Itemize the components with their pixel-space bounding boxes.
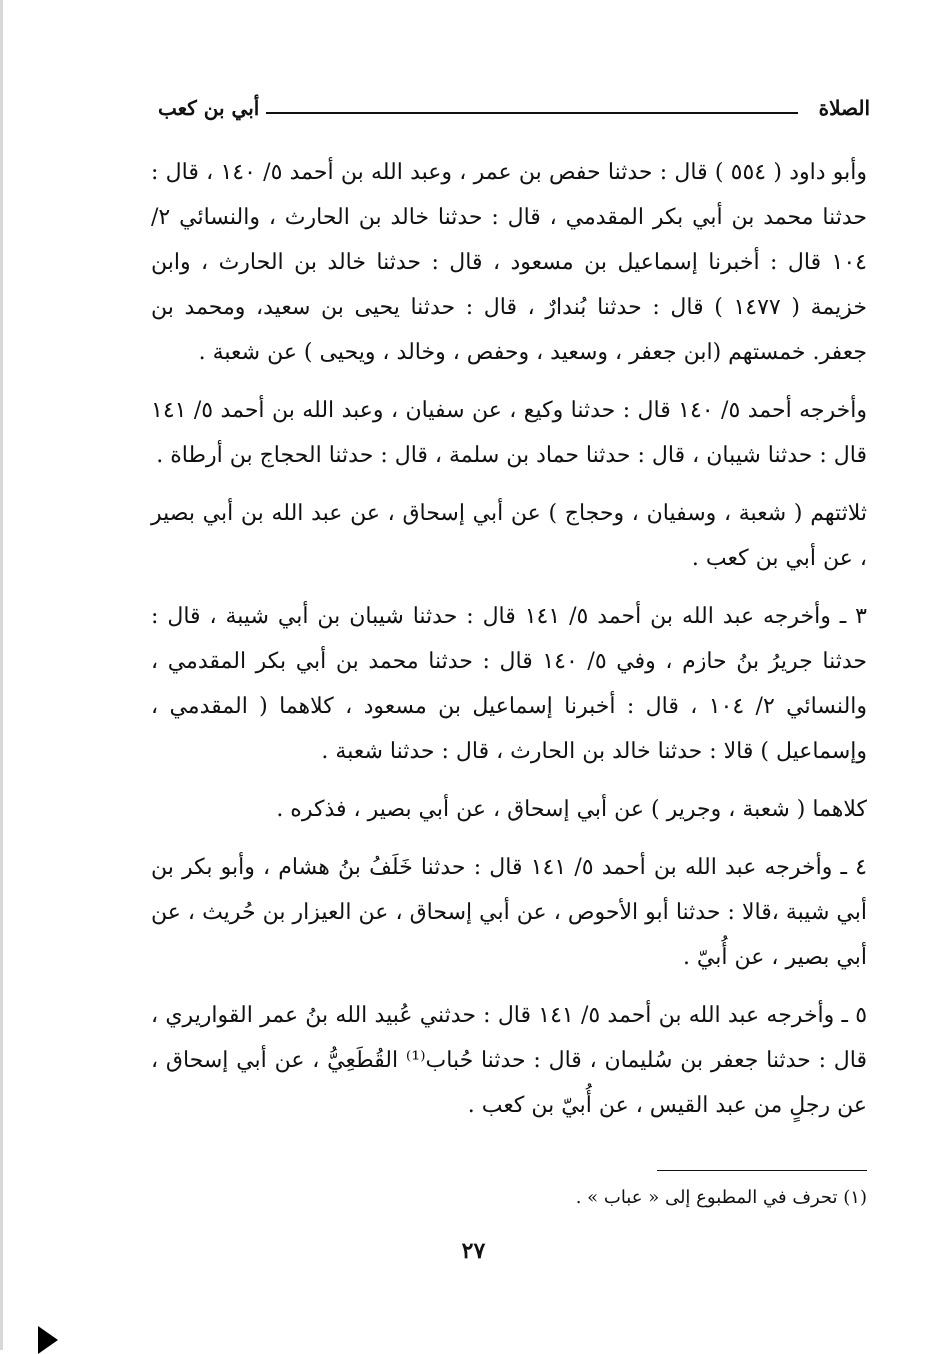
paragraph: وأخرجه أحمد ٥/ ١٤٠ قال : حدثنا وكيع ، عن سفيان ، وعبد الله بن أحمد ٥/ ١٤١ قال : حدثنا شيبان ، قال : حدثنا حماد بن سلمة ، قال : حدثنا الحجاج بن أرطاة . — [151, 398, 867, 468]
paragraph: ٥ ـ وأخرجه عبد الله بن أحمد ٥/ ١٤١ قال : حدثني عُبيد الله بنُ عمر القواريري ، قال : حدثنا جعفر بن سُليمان ، قال : حدثنا حُباب⁽¹⁾ القُطَعِيُّ ، عن أبي إسحاق ، عن رجلٍ من عبد القيس ، عن أُبيّ بن كعب . — [151, 1003, 868, 1118]
header-rule — [266, 112, 798, 114]
paragraph: وأبو داود ( ٥٥٤ ) قال : حدثنا حفص بن عمر ، وعبد الله بن أحمد ٥/ ١٤٠ ، قال : حدثنا محمد بن أبي بكر المقدمي ، قال : حدثنا خالد بن الحارث ، والنسائي ٢/ ١٠٤ قال : أخبرنا إسماعيل بن مسعود ، قال : حدثنا خالد بن الحارث ، وابن خزيمة ( ١٤٧٧ ) قال : حدثنا بُندارٌ ، قال : حدثنا يحيى بن سعيد، ومحمد بن جعفر. خمستهم (ابن جعفر ، وسعيد ، وحفص ، وخالد ، ويحيى ) عن شعبة . — [151, 160, 867, 365]
page-number: ٢٧ — [461, 1238, 486, 1264]
footnote-rule — [657, 1170, 867, 1171]
scan-edge — [0, 0, 3, 1350]
section-title: الصلاة — [818, 96, 870, 120]
footnote: (١) تحرف في المطبوع إلى « عباب » . — [575, 1187, 867, 1208]
main-text — [151, 150, 867, 1141]
paragraph: ٣ ـ وأخرجه عبد الله بن أحمد ٥/ ١٤١ قال : حدثنا شيبان بن أبي شيبة ، قال : حدثنا جريرُ بنُ حازم ، وفي ٥/ ١٤٠ قال : حدثنا محمد بن أبي بكر المقدمي ، والنسائي ٢/ ١٠٤ ، قال : أخبرنا إسماعيل بن مسعود ، كلاهما ( المقدمي ، وإسماعيل ) قالا : حدثنا خالد بن الحارث ، قال : حدثنا شعبة . — [151, 604, 868, 764]
paragraph: ثلاثتهم ( شعبة ، وسفيان ، وحجاج ) عن أبي إسحاق ، عن عبد الله بن أبي بصير ، عن أبي بن كعب . — [151, 501, 867, 571]
chapter-title: أبي بن كعب — [158, 96, 260, 120]
paragraph: ٤ ـ وأخرجه عبد الله بن أحمد ٥/ ١٤١ قال : حدثنا خَلَفُ بنُ هشام ، وأبو بكر بن أبي شيبة ،قالا : حدثنا أبو الأحوص ، عن أبي إسحاق ، عن العيزار بن حُريث ، عن أبي بصير ، عن أُبيّ . — [151, 855, 867, 970]
running-header — [158, 96, 870, 130]
paragraph: كلاهما ( شعبة ، وجرير ) عن أبي إسحاق ، عن أبي بصير ، فذكره . — [276, 797, 867, 822]
